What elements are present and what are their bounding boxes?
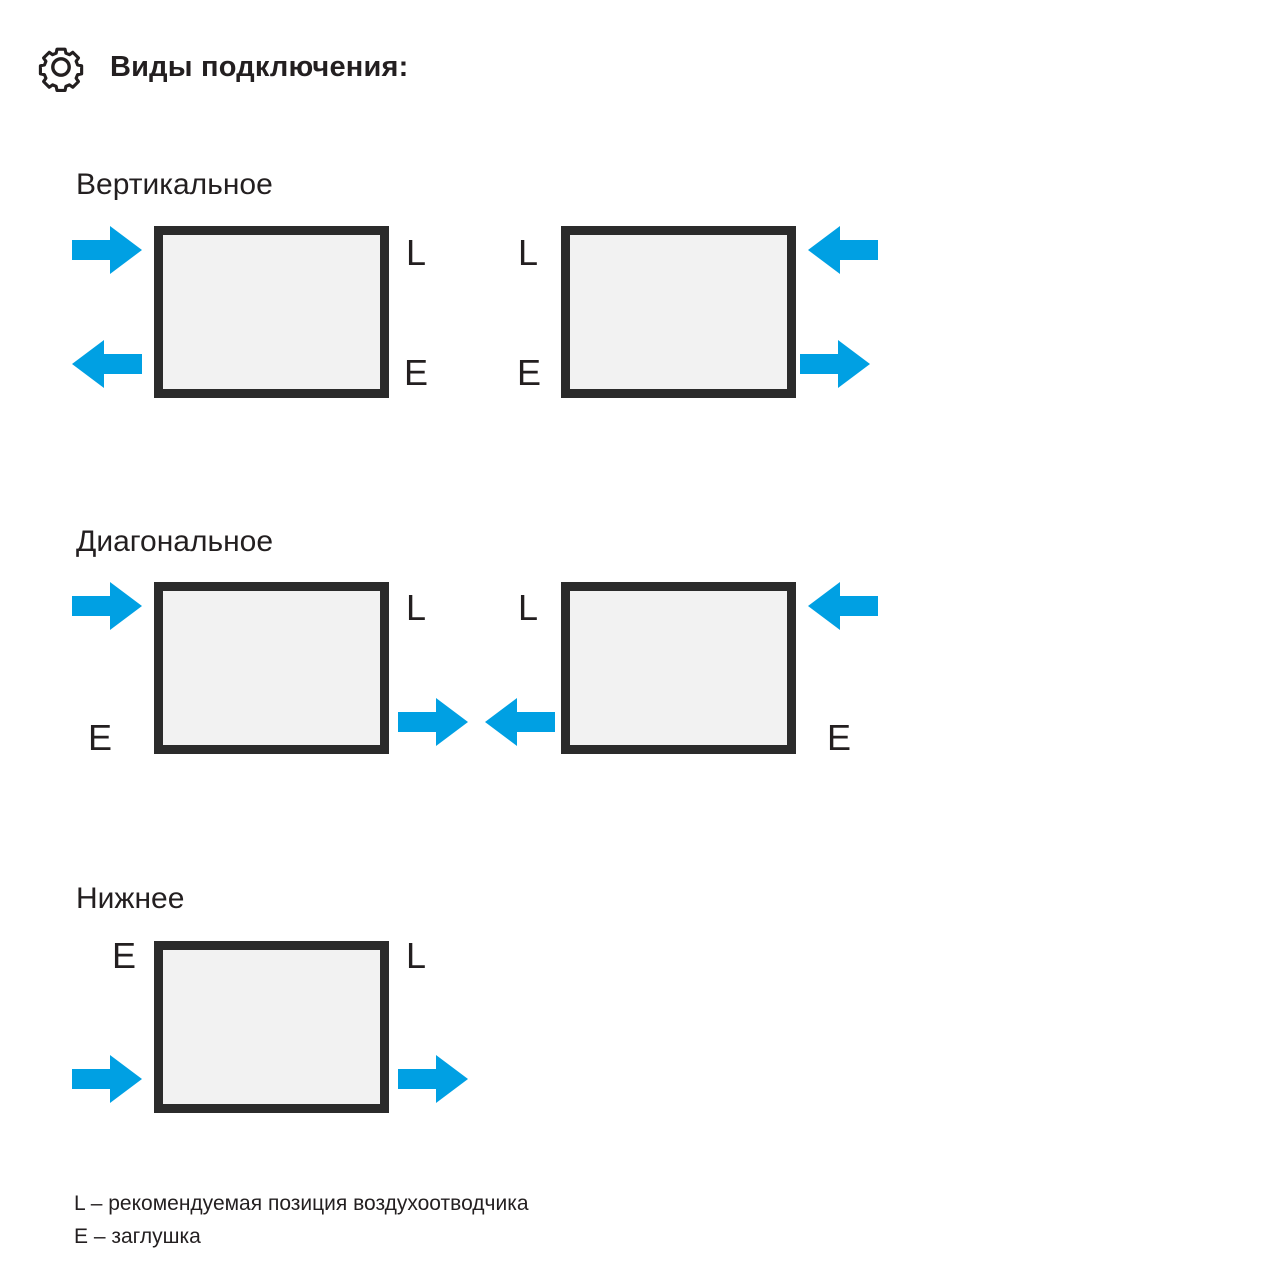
section-title-diagonal: Диагональное <box>76 525 274 558</box>
label-diagonal-left-E: E <box>88 717 113 758</box>
arrow-vertical-right-bottom-out <box>800 340 870 388</box>
label-diagonal-right-L: L <box>518 587 539 628</box>
arrow-vertical-right-top-in <box>808 226 878 274</box>
page-title: Виды подключения: <box>110 50 409 83</box>
header <box>36 42 409 92</box>
label-vertical-right-E: E <box>517 352 542 393</box>
legend <box>74 1188 529 1253</box>
section-title-vertical: Вертикальное <box>76 168 273 201</box>
label-vertical-right-L: L <box>518 232 539 273</box>
radiator-vertical-left <box>154 226 389 398</box>
gear-icon <box>36 42 86 92</box>
label-vertical-left-L: L <box>406 232 427 273</box>
label-diagonal-right-E: E <box>827 717 852 758</box>
arrow-bottom-left-in <box>72 1055 142 1103</box>
label-vertical-left-E: E <box>404 352 429 393</box>
arrow-bottom-right-out <box>398 1055 468 1103</box>
radiator-diagonal-right <box>561 582 796 754</box>
radiator-diagonal-left <box>154 582 389 754</box>
label-bottom-E: E <box>112 935 137 976</box>
radiator-vertical-right <box>561 226 796 398</box>
label-bottom-L: L <box>406 935 427 976</box>
section-title-bottom: Нижнее <box>76 882 185 915</box>
legend-line-plug: E – заглушка <box>74 1224 201 1248</box>
arrow-diagonal-left-bottom-out <box>398 698 468 746</box>
arrow-diagonal-left-top-in <box>72 582 142 630</box>
arrow-diagonal-right-top-in <box>808 582 878 630</box>
arrow-vertical-left-bottom-out <box>72 340 142 388</box>
arrow-diagonal-right-bottom-out <box>485 698 555 746</box>
arrow-vertical-left-top-in <box>72 226 142 274</box>
radiator-bottom-single <box>154 941 389 1113</box>
legend-line-air-vent: L – рекомендуемая позиция воздухоотводчика <box>74 1192 529 1215</box>
label-diagonal-left-L: L <box>406 587 427 628</box>
